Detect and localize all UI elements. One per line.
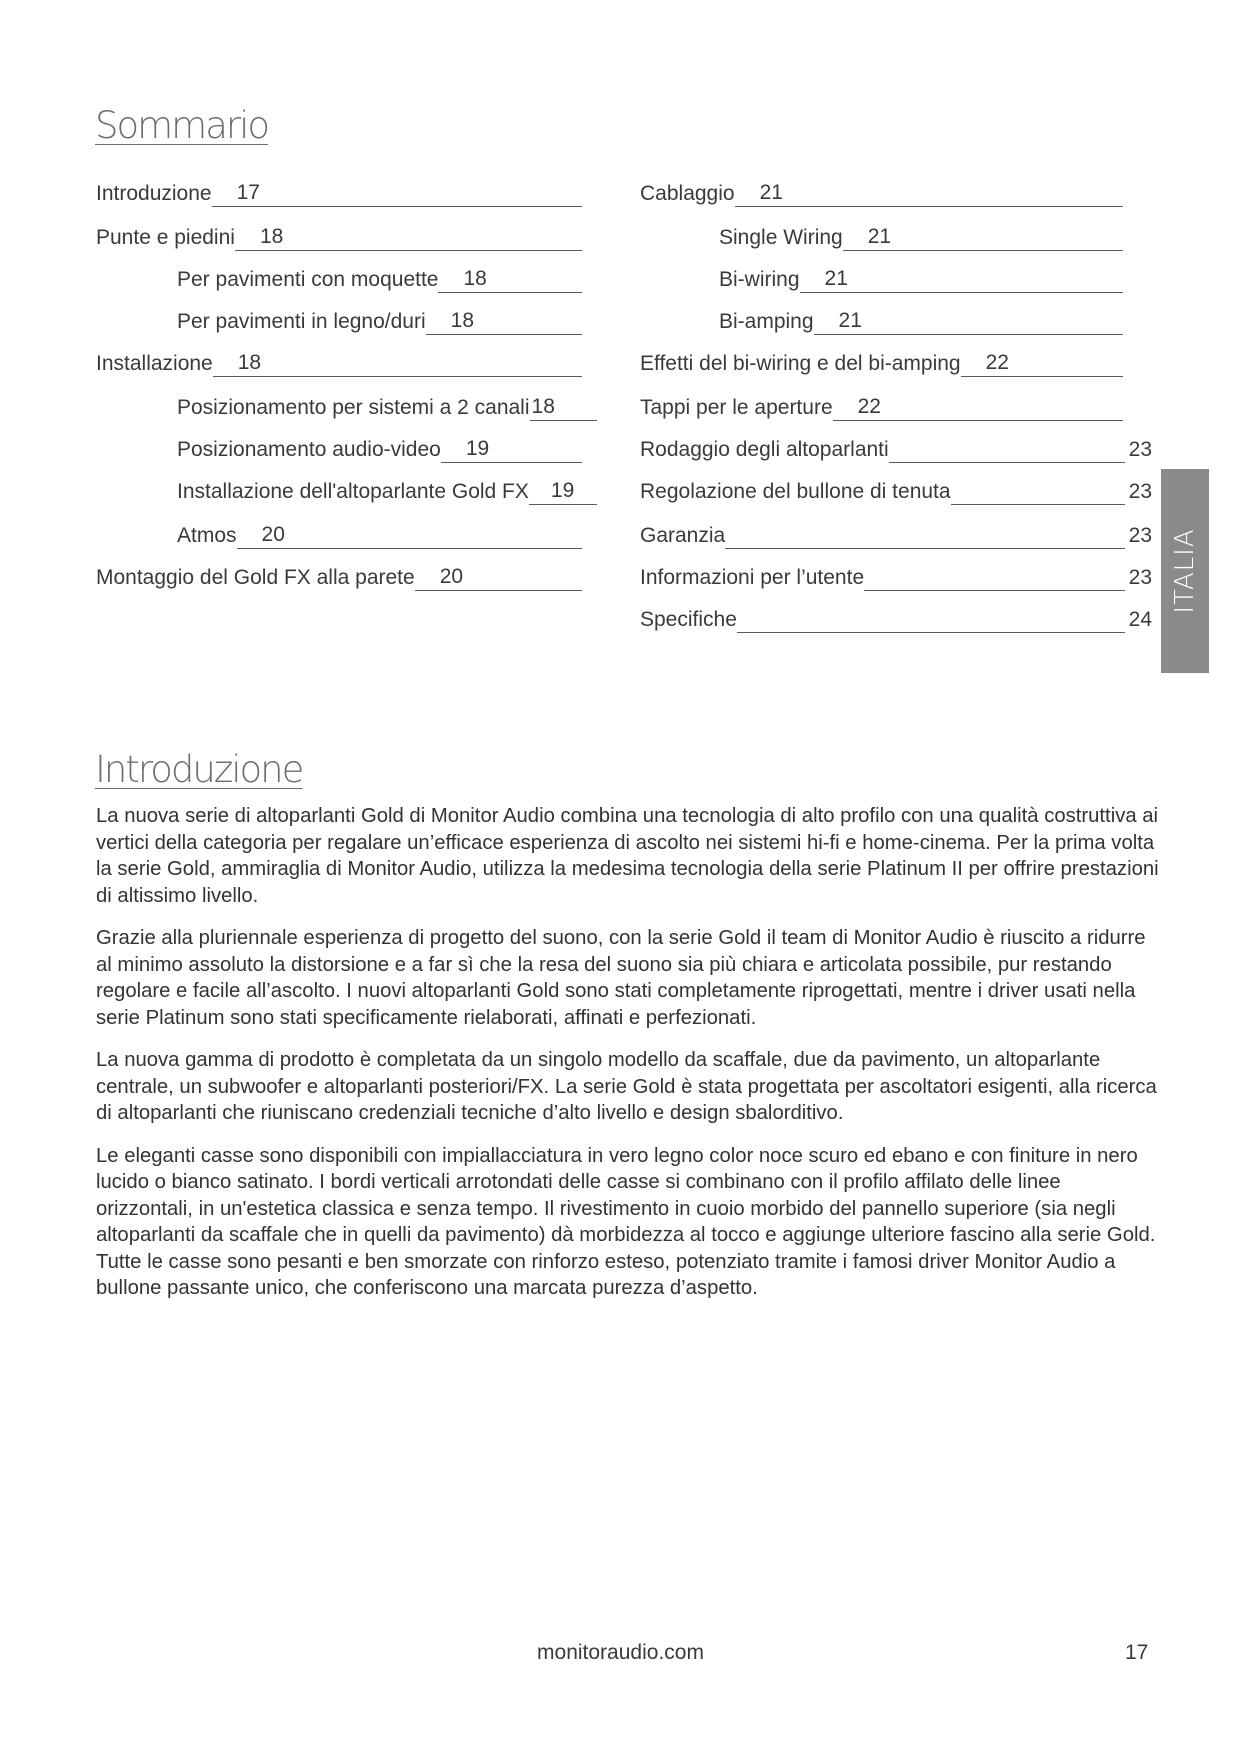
toc-entry-page: 18 (237, 351, 262, 374)
toc-leader-line (438, 266, 582, 293)
toc-entry-page: 21 (838, 309, 862, 332)
toc-entry-regolazione[interactable] (640, 479, 1152, 505)
toc-entry-page: 18 (450, 309, 474, 332)
toc-entry-label: Effetti del bi-wiring e del bi-amping (640, 352, 961, 375)
toc-leader-line (735, 180, 1123, 207)
toc-entry-page: 19 (465, 437, 490, 460)
toc-entry-page: 23 (1128, 438, 1152, 461)
toc-entry-label: Tappi per le aperture (640, 396, 833, 419)
toc-entry-label: Introduzione (96, 182, 212, 205)
toc-entry-label: Installazione (96, 352, 213, 375)
toc-leader-line (814, 308, 1123, 335)
toc-entry-page: 21 (759, 181, 783, 204)
footer-page-number: 17 (1125, 1641, 1149, 1664)
toc-entry-page: 23 (1128, 524, 1152, 547)
toc-title: Sommario (95, 104, 269, 147)
language-side-tab (1161, 469, 1209, 673)
toc-entry-gold-fx[interactable] (177, 479, 597, 505)
toc-entry-label: Bi-wiring (719, 268, 800, 291)
intro-paragraph: La nuova gamma di prodotto è completata da un singolo modello da scaffale, due da pavimento, un altoparlante centrale, un subwoofer e altoparlanti posteriori/FX. La serie Gold è stata progettata per ascoltatori esigenti, alla ricerca di altoparlanti che riuniscano credenziali tecniche d’alto livello e design sbalorditivo. (96, 1049, 1157, 1124)
toc-entry-page: 18 (463, 267, 487, 290)
toc-entry-moquette[interactable] (177, 267, 582, 293)
toc-entry-garanzia[interactable] (640, 523, 1152, 549)
toc-entry-page: 22 (985, 351, 1009, 374)
toc-entry-page: 23 (1128, 480, 1152, 503)
intro-paragraph: Grazie alla pluriennale esperienza di progetto del suono, con la serie Gold il team di Monitor Audio è riuscito a ridurre al minimo assoluto la distorsione e a far sì che la resa del suono sia più chiara e articolata possibile, pur restando regolare e facile all’ascolto. I nuovi altoparlanti Gold sono stati completamente riprogettati, mentre i driver usati nella serie Platinum sono stati specificamente rielaborati, affinati e perfezionati. (96, 927, 1146, 1029)
toc-leader-line (951, 478, 1125, 505)
toc-entry-informazioni[interactable] (640, 565, 1152, 591)
toc-entry-page: 18 (531, 395, 555, 418)
toc-entry-label: Per pavimenti in legno/duri (177, 310, 426, 333)
toc-entry-page: 20 (261, 523, 285, 546)
toc-entry-single-wiring[interactable] (719, 225, 1123, 251)
toc-entry-page: 18 (259, 225, 284, 248)
toc-leader-line (237, 522, 582, 549)
intro-paragraph: Le eleganti casse sono disponibili con impiallacciatura in vero legno color noce scuro ed ebano e con finiture in nero lucido o bianco satinato. I bordi verticali arrotondati delle casse si combinano con il profilo affilato delle linee orizzontali, in un'estetica classica e senza tempo. Il rivestimento in cuoio morbido del pannello superiore (sia negli altoparlanti da scaffale che in quelli da pavimento) dà morbidezza al tocco e aggiunge ulteriore fascino alla serie Gold. Tutte le casse sono pesanti e ben smorzate con rinforzo esteso, potenziato tramite i famosi driver Monitor Audio a bullone passante unico, che conferiscono una marcata purezza d’aspetto. (96, 1144, 1156, 1299)
toc-leader-line (530, 394, 597, 421)
footer-website: monitoraudio.com (537, 1641, 704, 1664)
toc-entry-label: Bi-amping (719, 310, 814, 333)
toc-entry-bi-amping[interactable] (719, 309, 1123, 335)
toc-leader-line (961, 350, 1123, 377)
intro-paragraph: La nuova serie di altoparlanti Gold di Monitor Audio combina una tecnologia di alto profilo con una qualità costruttiva ai vertici della categoria per regalare un’efficace esperienza di ascolto nei sistemi hi-fi e home-cinema. Per la prima volta la serie Gold, ammiraglia di Monitor Audio, utilizza la medesima tecnologia della serie Platinum II per offrire prestazioni di altissimo livello. (96, 805, 1159, 907)
toc-entry-label: Cablaggio (640, 182, 735, 205)
toc-entry-introduzione[interactable] (96, 181, 582, 207)
toc-entry-label: Atmos (177, 524, 237, 547)
toc-leader-line (833, 394, 1123, 421)
toc-entry-page: 22 (857, 395, 881, 418)
toc-entry-cablaggio[interactable] (640, 181, 1123, 207)
toc-leader-line (725, 522, 1124, 549)
toc-entry-installazione[interactable] (96, 351, 582, 377)
toc-leader-line (426, 308, 582, 335)
toc-entry-label: Rodaggio degli altoparlanti (640, 438, 889, 461)
toc-leader-line (889, 436, 1125, 463)
toc-entry-label: Installazione dell'altoparlante Gold FX (177, 480, 529, 503)
toc-leader-line (529, 478, 597, 505)
toc-entry-audio-video[interactable] (177, 437, 582, 463)
toc-entry-montaggio[interactable] (96, 565, 582, 591)
toc-entry-label: Informazioni per l’utente (640, 566, 865, 589)
toc-entry-tappi[interactable] (640, 395, 1123, 421)
toc-entry-specifiche[interactable] (640, 607, 1152, 633)
toc-entry-page: 19 (550, 479, 575, 502)
toc-entry-label: Posizionamento per sistemi a 2 canali (177, 396, 530, 419)
toc-leader-line (415, 564, 582, 591)
toc-leader-line (441, 436, 582, 463)
intro-title: Introduzione (95, 748, 303, 791)
toc-entry-page: 20 (439, 565, 464, 588)
toc-entry-atmos[interactable] (177, 523, 582, 549)
toc-entry-page: 23 (1128, 566, 1152, 589)
toc-entry-label: Single Wiring (719, 226, 843, 249)
toc-leader-line (235, 224, 582, 251)
toc-entry-page: 24 (1128, 608, 1152, 631)
toc-entry-punte-e-piedini[interactable] (96, 225, 582, 251)
toc-leader-line (737, 606, 1125, 633)
toc-entry-bi-wiring[interactable] (719, 267, 1123, 293)
language-label: ITALIA (1170, 528, 1200, 614)
toc-entry-label: Punte e piedini (96, 226, 235, 249)
toc-leader-line (213, 350, 582, 377)
toc-entry-page: 21 (867, 225, 892, 248)
toc-leader-line (800, 266, 1123, 293)
toc-entry-label: Regolazione del bullone di tenuta (640, 480, 951, 503)
intro-body (96, 803, 1162, 1318)
toc-leader-line (843, 224, 1123, 251)
toc-entry-label: Garanzia (640, 524, 726, 547)
toc-entry-2-canali[interactable] (177, 395, 597, 421)
toc-entry-label: Specifiche (640, 608, 737, 631)
toc-entry-label: Montaggio del Gold FX alla parete (96, 566, 415, 589)
toc-entry-label: Per pavimenti con moquette (177, 268, 439, 291)
toc-leader-line (212, 180, 582, 207)
toc-entry-label: Posizionamento audio-video (177, 438, 441, 461)
toc-entry-effetti[interactable] (640, 351, 1123, 377)
toc-entry-rodaggio[interactable] (640, 437, 1152, 463)
toc-entry-legno-duri[interactable] (177, 309, 582, 335)
toc-leader-line (864, 564, 1125, 591)
toc-entry-page: 17 (236, 181, 260, 204)
toc-entry-page: 21 (824, 267, 848, 290)
